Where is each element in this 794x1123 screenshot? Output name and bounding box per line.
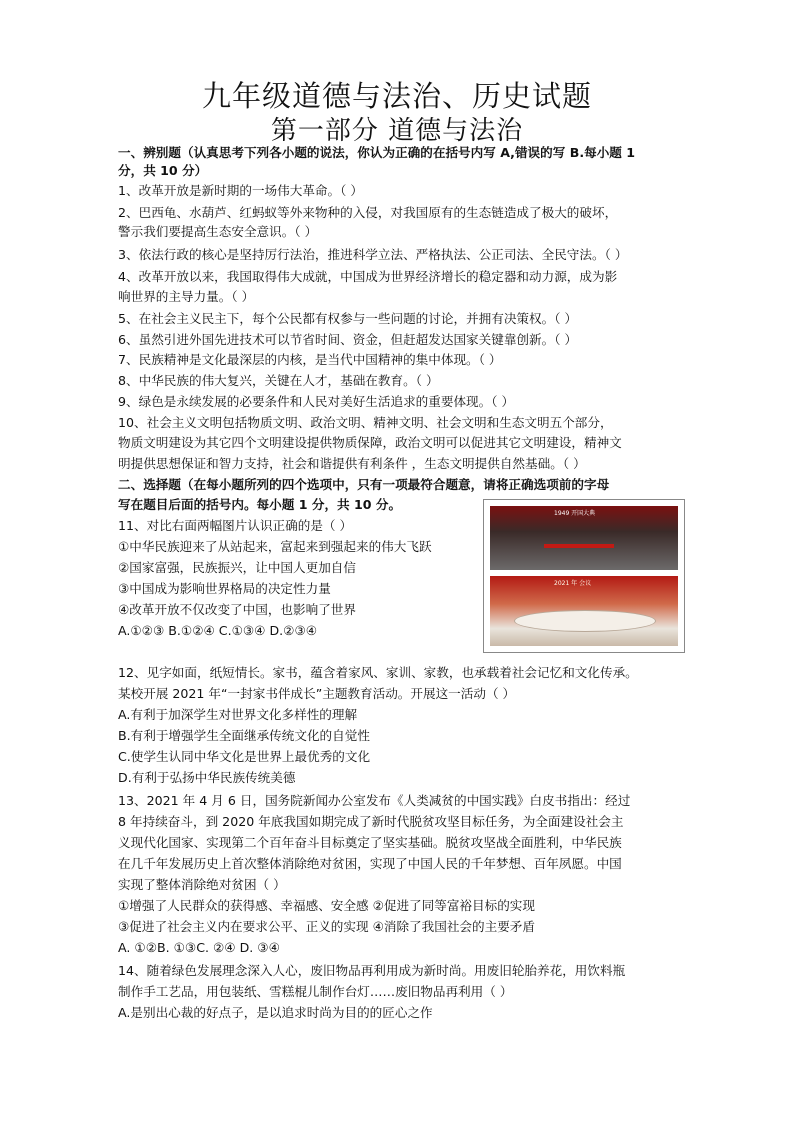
options-13-row1: ①增强了人民群众的获得感、幸福感、安全感 ②促进了同等富裕目标的实现 [118, 898, 535, 913]
section-1-heading: 一、辨别题（认真思考下列各小题的说法，你认为正确的在括号内写 A,错误的写 B.每小题 1 [118, 145, 636, 160]
question-2: 2、巴西龟、水葫芦、红蚂蚁等外来物种的入侵，对我国原有的生态链造成了极大的破坏， [118, 205, 618, 220]
answer-choices-13: A. ①②B. ①③C. ②④ D. ③④ [118, 940, 280, 955]
choice-12-d: D.有利于弘扬中华民族传统美德 [118, 770, 296, 785]
question-6: 6、虽然引进外国先进技术可以节省时间、资金，但赶超发达国家关键靠创新。（ ） [118, 332, 578, 347]
question-3: 3、依法行政的核心是坚持厉行法治，推进科学立法、严格执法、公正司法、全民守法。（ ） [118, 247, 628, 262]
photo-banner [544, 544, 614, 548]
question-13-cont: 8 年持续奋斗，到 2020 年底我国如期完成了新时代脱贫攻坚目标任务，为全面建设社会主 [118, 814, 624, 829]
question-13-cont4: 实现了整体消除绝对贫困（ ） [118, 877, 286, 892]
question-11: 11、对比右面两幅图片认识正确的是（ ） [118, 518, 353, 533]
question-13-cont3: 在几千年发展历史上首次整体消除绝对贫困，实现了中国人民的千年梦想、百年夙愿。中国 [118, 856, 622, 871]
section-2-heading: 二、选择题（在每小题所列的四个选项中，只有一项最符合题意，请将正确选项前的字母 [118, 477, 610, 492]
question-10-cont: 物质文明建设为其它四个文明建设提供物质保障，政治文明可以促进其它文明建设，精神文 [118, 435, 622, 450]
choice-12-a: A.有利于加深学生对世界文化多样性的理解 [118, 707, 358, 722]
choice-14-a: A.是别出心裁的好点子，是以追求时尚为目的的匠心之作 [118, 1005, 433, 1020]
question-13-cont2: 义现代化国家、实现第二个百年奋斗目标奠定了坚实基础。脱贫攻坚战全面胜利，中华民族 [118, 835, 622, 850]
options-13-row2: ③促进了社会主义内在要求公平、正义的实现 ④消除了我国社会的主要矛盾 [118, 919, 535, 934]
question-12-cont: 某校开展 2021 年“一封家书伴成长”主题教育活动。开展这一活动（ ） [118, 686, 516, 701]
question-14-cont: 制作手工艺品，用包装纸、雪糕棍儿制作台灯……废旧物品再利用（ ） [118, 984, 513, 999]
option-2: ②国家富强，民族振兴，让中国人更加自信 [118, 560, 356, 575]
option-1: ①中华民族迎来了从站起来，富起来到强起来的伟大飞跃 [118, 539, 432, 554]
modern-photo-caption: 2021 年 会议 [554, 580, 592, 587]
question-9: 9、绿色是永续发展的必要条件和人民对美好生活追求的重要体现。（ ） [118, 394, 515, 409]
conference-table [514, 610, 656, 632]
question-2-cont: 警示我们要提高生态安全意识。（ ） [118, 224, 318, 239]
question-4-cont: 响世界的主导力量。（ ） [118, 289, 255, 304]
choice-12-c: C.使学生认同中华文化是世界上最优秀的文化 [118, 749, 371, 764]
historic-photo-caption: 1949 开国大典 [554, 510, 596, 517]
question-4: 4、改革开放以来，我国取得伟大成就，中国成为世界经济增长的稳定器和动力源，成为影 [118, 269, 618, 284]
question-10-cont2: 明提供思想保证和智力支持，社会和谐提供有利条件 ，生态文明提供自然基础。（ ） [118, 456, 586, 471]
option-4: ④改革开放不仅改变了中国，也影响了世界 [118, 602, 356, 617]
question-5: 5、在社会主义民主下，每个公民都有权参与一些问题的讨论，并拥有决策权。（ ） [118, 311, 578, 326]
question-8: 8、中华民族的伟大复兴，关键在人才，基础在教育。（ ） [118, 373, 439, 388]
section-2-heading-cont: 写在题目后面的括号内。每小题 1 分，共 10 分。 [118, 497, 402, 512]
question-7: 7、民族精神是文化最深层的内核，是当代中国精神的集中体现。（ ） [118, 352, 502, 367]
option-3: ③中国成为影响世界格局的决定性力量 [118, 581, 331, 596]
exam-title: 九年级道德与法治、历史试题 [201, 79, 592, 113]
question-10: 10、社会主义文明包括物质文明、政治文明、精神文明、社会文明和生态文明五个部分， [118, 415, 613, 430]
question-12: 12、见字如面，纸短情长。家书，蕴含着家风、家训、家教，也承载着社会记忆和文化传承。 [118, 665, 638, 680]
comparison-photos [483, 499, 685, 653]
choice-12-b: B.有利于增强学生全面继承传统文化的自觉性 [118, 728, 370, 743]
question-14: 14、随着绿色发展理念深入人心，废旧物品再利用成为新时尚。用废旧轮胎养花，用饮料瓶 [118, 963, 626, 978]
question-13: 13、2021 年 4 月 6 日，国务院新闻办公室发布《人类减贫的中国实践》白皮书指出：经过 [118, 793, 631, 808]
question-1: 1、改革开放是新时期的一场伟大革命。（ ） [118, 183, 363, 198]
section-1-heading-cont: 分，共 10 分） [118, 163, 208, 178]
part-title: 第一部分 道德与法治 [270, 116, 524, 146]
answer-choices-11: A.①②③ B.①②④ C.①③④ D.②③④ [118, 623, 318, 638]
